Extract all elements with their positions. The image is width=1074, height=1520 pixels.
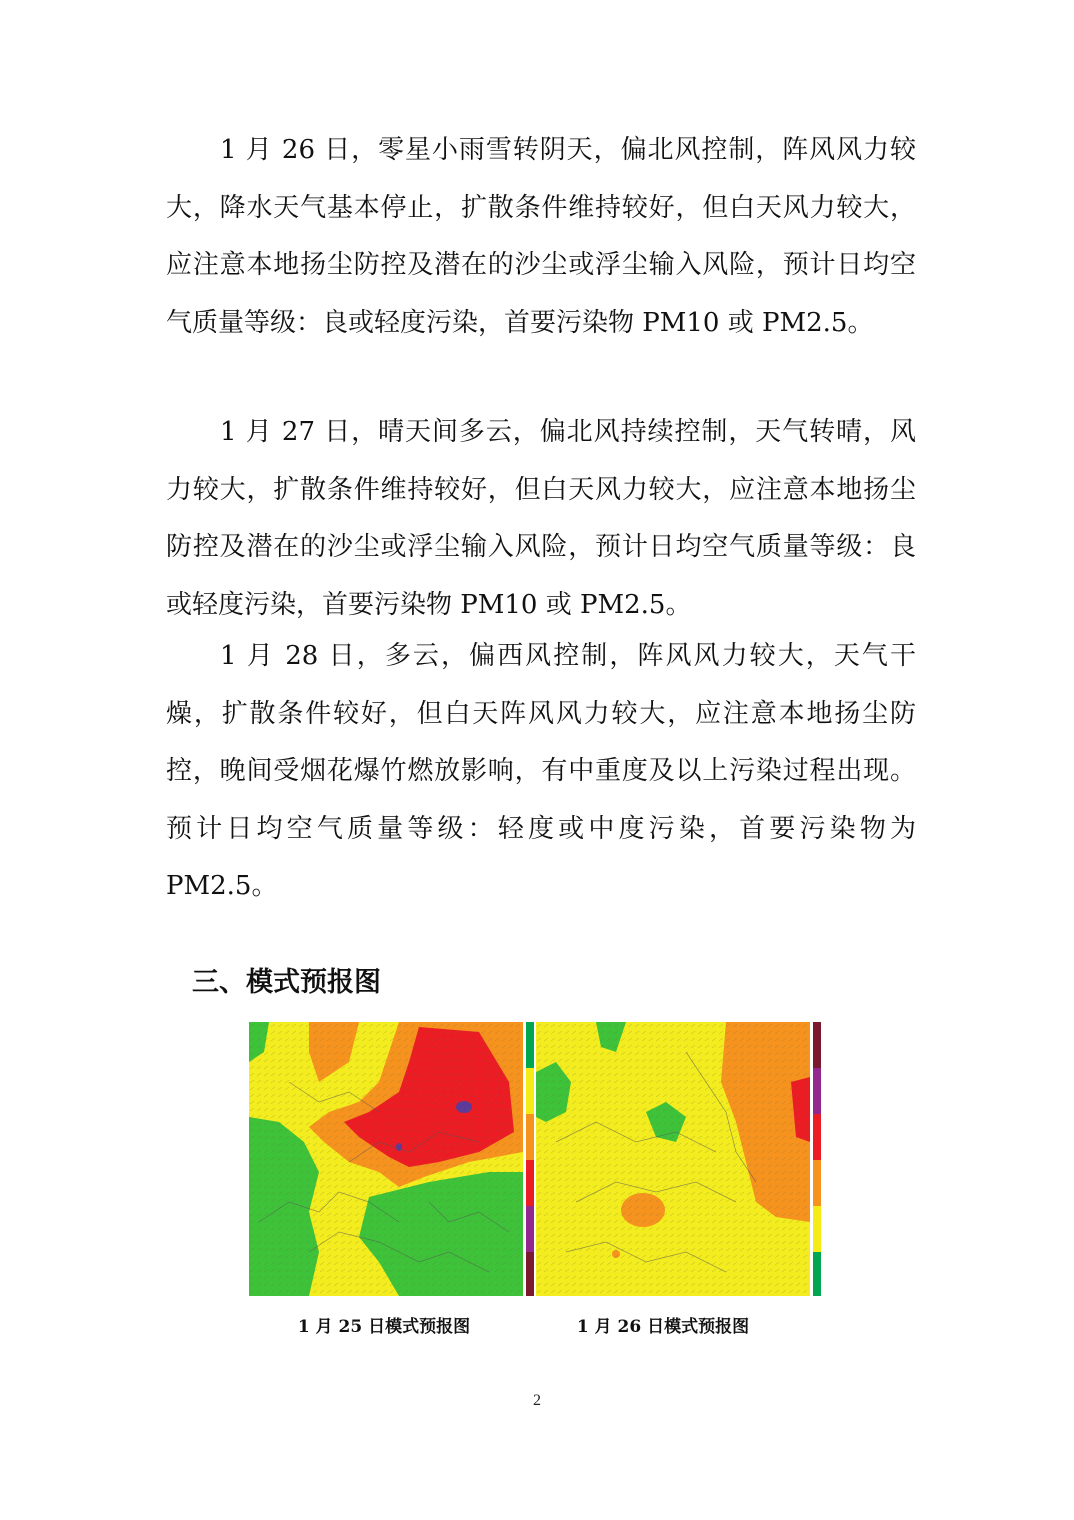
forecast-map-jan25 [249, 1022, 536, 1296]
page-number: 2 [533, 1392, 541, 1409]
forecast-map-jan26 [536, 1022, 823, 1296]
figure-caption-jan25: 1 月 25 日模式预报图 [297, 1317, 471, 1337]
section-heading: 三、模式预报图 [192, 967, 381, 998]
forecast-paragraph-jan27: 1 月 27 日，晴天间多云，偏北风持续控制，天气转晴，风力较大，扩散条件维持较好，但白天风力较大，应注意本地扬尘防控及潜在的沙尘或浮尘输入风险，预计日均空气质量等级：良或轻度污染，首要污染物 PM10 或 PM2.5。 [166, 417, 916, 620]
forecast-paragraph-jan26: 1 月 26 日，零星小雨雪转阴天，偏北风控制，阵风风力较大，降水天气基本停止，扩散条件维持较好，但白天风力较大，应注意本地扬尘防控及潜在的沙尘或浮尘输入风险，预计日均空气质量等级：良或轻度污染，首要污染物 PM10 或 PM2.5。 [166, 135, 916, 338]
forecast-paragraph-jan28: 1 月 28 日，多云，偏西风控制，阵风风力较大，天气干燥，扩散条件较好，但白天阵风风力较大，应注意本地扬尘防控，晚间受烟花爆竹燃放影响，有中重度及以上污染过程出现。预计日均空气质量等级：轻度或中度污染，首要污染物为 PM2.5。 [166, 641, 916, 901]
figure-caption-jan26: 1 月 26 日模式预报图 [576, 1317, 750, 1337]
